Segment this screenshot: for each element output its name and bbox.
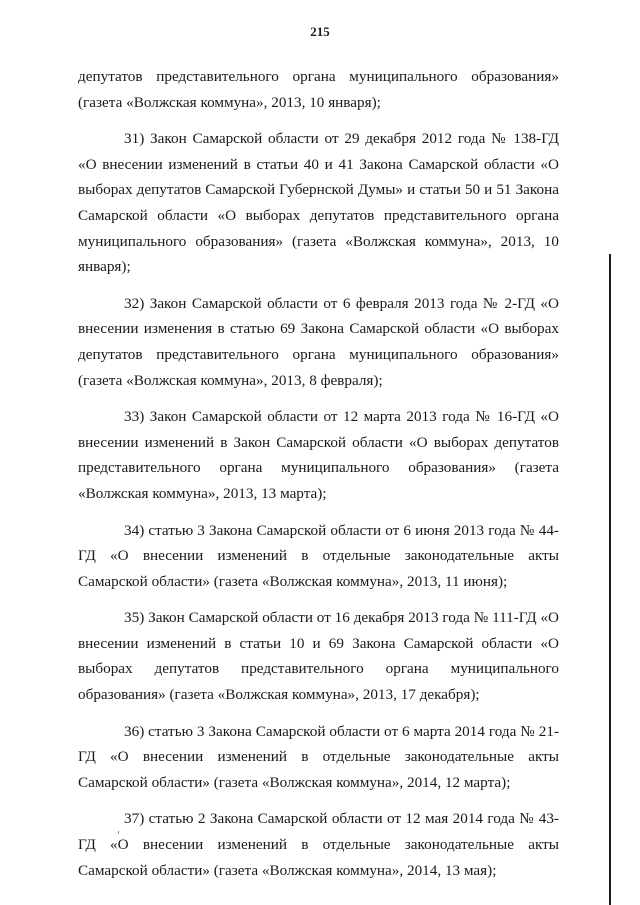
document-body <box>78 64 559 894</box>
scan-speck <box>118 831 119 834</box>
paragraph-item-37: 37) статью 2 Закона Самарской области от 12 мая 2014 года № 43-ГД «О внесении изменений в отдельные законодательные акты Самарской области» (газета «Волжская коммуна», 2014, 13 мая); <box>78 810 559 879</box>
scan-margin-bar <box>609 254 611 905</box>
page-number: 215 <box>310 24 330 39</box>
paragraph-item-34: 34) статью 3 Закона Самарской области от 6 июня 2013 года № 44-ГД «О внесении изменений в отдельные законодательные акты Самарской области» (газета «Волжская коммуна», 2013, 11 июня); <box>78 521 559 590</box>
paragraph-item-33: 33) Закон Самарской области от 12 марта 2013 года № 16-ГД «О внесении изменений в Закон Самарской области «О выборах депутатов представительного органа муниципального образования» (газета «Волжская коммуна», 2013, 13 марта); <box>78 408 559 502</box>
paragraph-item-36: 36) статью 3 Закона Самарской области от 6 марта 2014 года № 21-ГД «О внесении изменений в отдельные законодательные акты Самарской области» (газета «Волжская коммуна», 2014, 12 марта); <box>78 722 559 791</box>
paragraph-item-35: 35) Закон Самарской области от 16 декабря 2013 года № 111-ГД «О внесении изменений в статьи 10 и 69 Закона Самарской области «О выборах депутатов представительного органа муниципального образования» (газета «Волжская коммуна», 2013, 17 декабря); <box>78 609 559 704</box>
paragraph-item-32: 32) Закон Самарской области от 6 февраля 2013 года № 2-ГД «О внесении изменения в статью 69 Закона Самарской области «О выборах депутатов представительного органа муниципального образования» (газета «Волжская коммуна», 2013, 8 февраля); <box>78 294 559 389</box>
paragraph-continuation: депутатов представительного органа муниципального образования» (газета «Волжская коммуна», 2013, 10 января); <box>78 68 559 111</box>
paragraph-item-31: 31) Закон Самарской области от 29 декабря 2012 года № 138-ГД «О внесении изменений в статьи 40 и 41 Закона Самарской области «О выборах депутатов Самарской Губернской Думы» и статьи 50 и 51 Закона Самарской области «О выборах депутатов представительного органа муниципального образования» (газета «Волжская коммуна», 2013, 10 января); <box>78 130 559 276</box>
